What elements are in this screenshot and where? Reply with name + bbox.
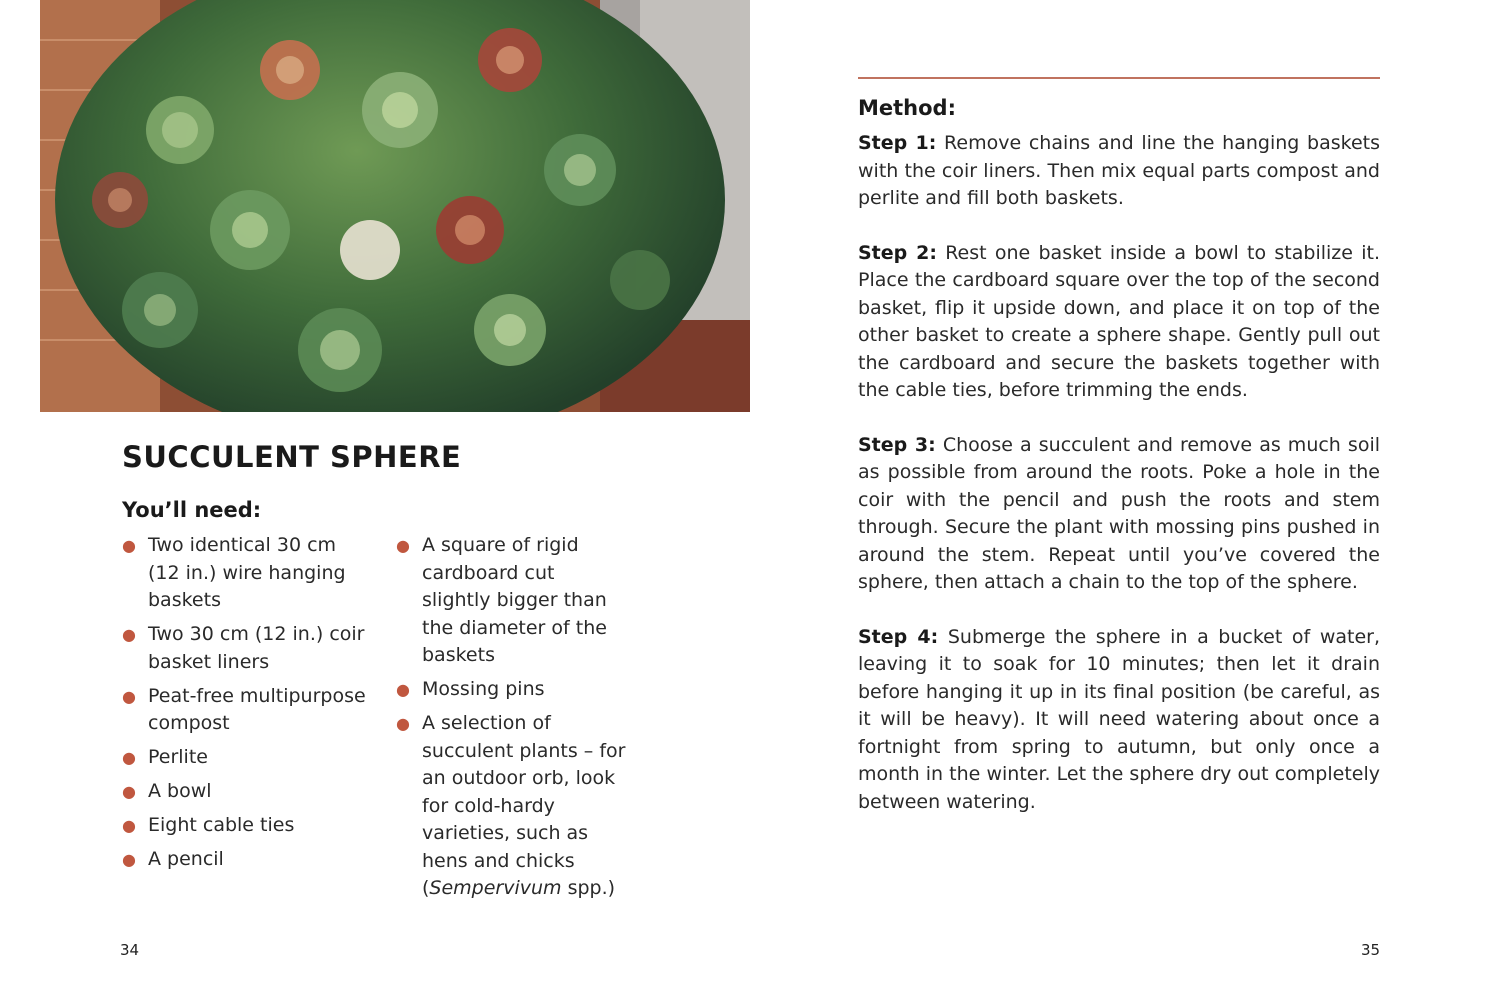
step-label: Step 4: bbox=[858, 625, 939, 648]
step-label: Step 1: bbox=[858, 132, 937, 154]
step-label: Step 2: bbox=[858, 241, 937, 264]
bullet-icon: ● bbox=[122, 748, 136, 767]
step-text: Choose a succulent and remove as much soil as possible from around the roots. Poke a hole in the coir with the pencil and push the roots and stem through. Secure the plant with mossing pins pushed in around the stem. Repeat until you’ve covered the sphere, then attach a chain to the top of the sphere. bbox=[858, 433, 1381, 593]
bullet-icon: ● bbox=[122, 850, 136, 869]
step-text: Submerge the sphere in a bucket of water, leaving it to soak for 10 minutes; then let it drain before hanging it up in its final position (be careful, as it will be heavy). It will need watering about once a fortnight from spring to autumn, but only once a month in the winter. Let the sphere dry out completely between watering. bbox=[858, 625, 1380, 813]
list-item: ● Perlite bbox=[122, 744, 372, 772]
list-item: ● Mossing pins bbox=[396, 676, 626, 704]
step-4 bbox=[858, 624, 1380, 817]
list-item: ● Two 30 cm (12 in.) coir basket liners bbox=[122, 623, 365, 673]
method-heading: Method: bbox=[858, 96, 956, 120]
method-steps bbox=[858, 130, 1380, 843]
list-item: ● A pencil bbox=[122, 846, 372, 874]
bullet-icon: ● bbox=[396, 536, 410, 555]
list-item: ● Eight cable ties bbox=[122, 812, 372, 840]
page-number-right: 35 bbox=[1361, 941, 1381, 959]
list-item: ● Peat-free multipurpose compost bbox=[122, 684, 366, 734]
bullet-icon: ● bbox=[122, 782, 136, 801]
succulent-sphere-photo bbox=[40, 0, 750, 412]
bullet-icon: ● bbox=[122, 686, 136, 706]
step-label: Step 3: bbox=[858, 433, 936, 456]
step-2 bbox=[858, 240, 1380, 405]
scientific-name: Sempervivum bbox=[429, 877, 562, 899]
bullet-icon: ● bbox=[122, 536, 136, 555]
list-item: ● Two identical 30 cm (12 in.) wire hanging baskets bbox=[122, 534, 346, 611]
bullet-icon: ● bbox=[122, 625, 136, 644]
recipe-title: SUCCULENT SPHERE bbox=[122, 440, 462, 474]
divider-rule bbox=[858, 77, 1380, 79]
bullet-icon: ● bbox=[396, 680, 410, 699]
list-item: ● A bowl bbox=[122, 778, 372, 806]
needs-list-left bbox=[122, 532, 372, 880]
page-number-left: 34 bbox=[120, 941, 140, 959]
bullet-icon: ● bbox=[122, 816, 136, 835]
list-item: ● A square of rigid cardboard cut slightly bigger than the diameter of the baskets bbox=[396, 534, 607, 666]
step-text: Rest one basket inside a bowl to stabilize it. Place the cardboard square over the top of the second basket, flip it upside down, and place it on top of the other basket to create a sphere shape. Gently pull out the cardboard and secure the baskets together with the cable ties, before trimming the ends. bbox=[858, 241, 1380, 401]
step-1 bbox=[858, 130, 1380, 213]
step-3 bbox=[858, 432, 1380, 597]
needs-heading: You’ll need: bbox=[122, 498, 262, 522]
needs-list-right bbox=[396, 532, 626, 909]
list-item: ● A selection of succulent plants – for an outdoor orb, look for cold-hardy varieties, such as hens and chicks (Sempervivum spp.) bbox=[396, 712, 626, 899]
bullet-icon: ● bbox=[396, 714, 410, 733]
step-text: Remove chains and line the hanging baskets with the coir liners. Then mix equal parts compost and perlite and fill both baskets. bbox=[858, 132, 1381, 209]
